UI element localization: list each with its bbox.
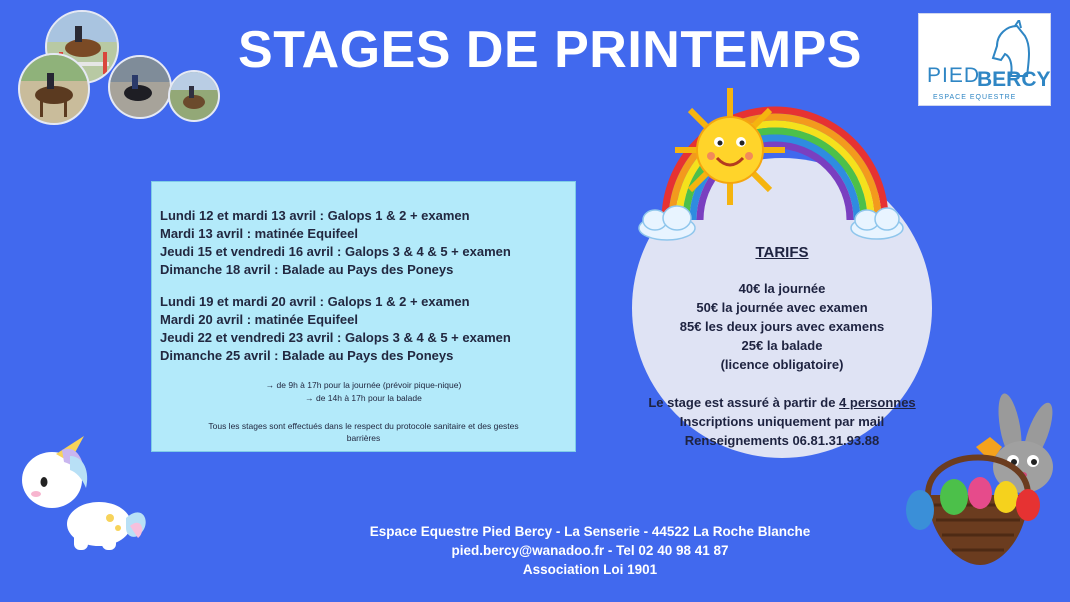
tarifs-heading: TARIFS [755,244,809,261]
sanitary-note: Tous les stages sont effectués dans le respect du protocole sanitaire et des gestes [208,421,519,431]
schedule-line: Mardi 13 avril : matinée Equifeel [160,226,358,241]
price-line: 50€ la journée avec examen [696,300,868,315]
schedule-box [151,181,576,452]
hours-balade-note: → de 14h à 17h pour la balade [305,393,422,403]
horse-indoor-photo [108,55,172,119]
logo-subtitle: ESPACE EQUESTRE [933,94,1017,101]
sanitary-note-end: barrières [346,433,381,443]
schedule-line: Dimanche 25 avril : Balade au Pays des Poneys [160,348,454,363]
pied-bercy-logo [918,13,1051,106]
licence-note: (licence obligatoire) [720,357,844,372]
price-line: 85€ les deux jours avec examens [679,319,885,334]
minimum-value: 4 personnes [839,395,916,410]
footer-contact: pied.bercy@wanadoo.fr - Tel 02 40 98 41 87 [451,543,729,558]
logo-pied-text: PIED [927,64,981,87]
footer-address: Espace Equestre Pied Bercy - La Senserie - 44522 La Roche Blanche [369,524,811,539]
inscriptions-note: Inscriptions uniquement par mail [679,414,885,429]
easter-bunny-basket-icon [898,385,1068,575]
schedule-line: Mardi 20 avril : matinée Equifeel [160,312,358,327]
schedule-line: Jeudi 15 et vendredi 16 avril : Galops 3 & 4 & 5 + examen [160,244,511,259]
unicorn-icon [14,432,154,557]
price-line: 40€ la journée [738,281,826,296]
schedule-line: Jeudi 22 et vendredi 23 avril : Galops 3 & 4 & 5 + examen [160,330,511,345]
minimum-prefix: Le stage est assuré à partir de [648,395,840,410]
horse-ride-photo [18,53,90,125]
logo-bercy-text: BERCY [977,68,1051,91]
page-title: STAGES DE PRINTEMPS [238,21,862,79]
rainbow-sun-illustration [635,80,905,250]
renseignements-note: Renseignements 06.81.31.93.88 [684,433,880,448]
cloud-icon [639,206,903,240]
pony-photo [168,70,220,122]
schedule-line: Lundi 19 et mardi 20 avril : Galops 1 & 2 + examen [160,294,470,309]
hours-day-note: → de 9h à 17h pour la journée (prévoir pique-nique) [265,380,462,390]
footer-association: Association Loi 1901 [522,562,658,577]
schedule-line: Lundi 12 et mardi 13 avril : Galops 1 & 2 + examen [160,208,470,223]
schedule-line: Dimanche 18 avril : Balade au Pays des Poneys [160,262,454,277]
price-line: 25€ la balade [741,338,823,353]
